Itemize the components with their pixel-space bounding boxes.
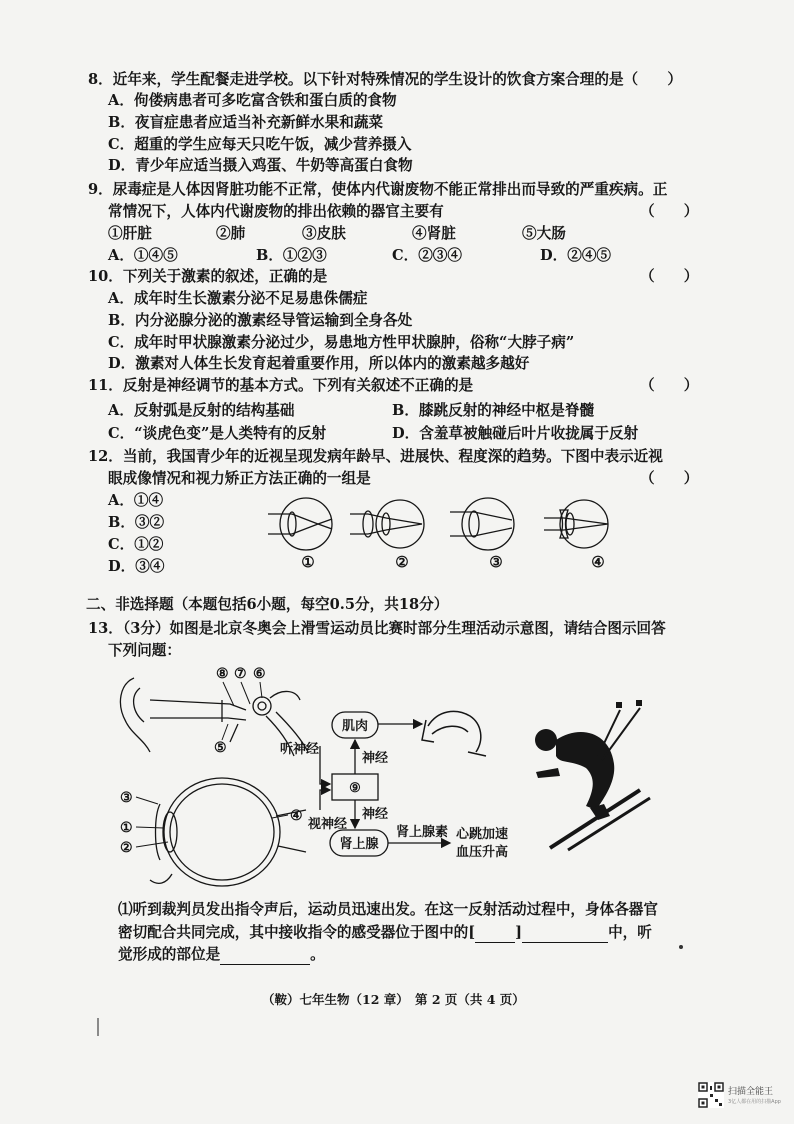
q11-option-a: A．反射弧是反射的结构基础	[108, 402, 295, 419]
q11-option-c: C．“谈虎色变”是人类特有的反射	[108, 425, 327, 442]
q12-option-c: C．①②	[108, 536, 164, 553]
q13-stem-line2: 下列问题：	[108, 642, 181, 659]
nerve-center-label: ⑨	[349, 781, 361, 796]
q11-answer-paren: （ ）	[640, 377, 699, 394]
q13-hearing-center-blank[interactable]	[220, 944, 310, 965]
q12-answer-paren: （ ）	[640, 470, 699, 487]
eyeball-drawing	[150, 778, 306, 886]
q9-option-a: A．①④⑤	[108, 247, 178, 264]
scan-artifact	[94, 1018, 102, 1038]
q8-option-c: C．超重的学生应每天只吃午饭，减少营养摄入	[108, 136, 412, 153]
auditory-nerve-label: 听神经	[280, 742, 320, 757]
q9-answer-paren: （ ）	[640, 203, 699, 220]
q9-option-b: B．①②③	[256, 247, 327, 264]
eye-diagram-2	[350, 500, 424, 548]
eye-diagram-1	[268, 498, 332, 550]
q9-organ-2: ②肺	[216, 225, 246, 242]
ear-label-7: ⑦	[234, 666, 247, 682]
q9-organ-4: ④肾脏	[412, 225, 456, 242]
q13-sub1-text-d: 觉形成的部位是	[118, 946, 221, 963]
q8-option-d: D．青少年应适当摄入鸡蛋、牛奶等高蛋白食物	[108, 157, 413, 174]
q8-option-b: B．夜盲症患者应适当补充新鲜水果和蔬菜	[108, 114, 384, 131]
q13-receptor-number-blank[interactable]	[475, 922, 515, 943]
q13-sub1-line2	[118, 922, 652, 943]
figure-label-4: ④	[591, 553, 605, 571]
q10-option-c: C．成年时甲状腺激素分泌过少，易患地方性甲状腺肿，俗称“大脖子病”	[108, 334, 575, 351]
q13-sub1-text-c: 中，听	[608, 924, 652, 941]
q10-stem: 10．下列关于激素的叙述，正确的是	[88, 268, 328, 285]
q13-reflex-diagram	[110, 660, 670, 896]
section-2-heading: 二、非选择题（本题包括6小题，每空0.5分，共18分）	[86, 596, 449, 613]
q13-sub1-text-b: ]	[515, 924, 523, 941]
q11-option-d: D．含羞草被触碰后叶片收拢属于反射	[392, 425, 639, 442]
q10-option-d: D．激素对人体生长发育起着重要作用，所以体内的激素越多越好	[108, 355, 530, 372]
q11-stem: 11．反射是神经调节的基本方式。下列有关叙述不正确的是	[88, 377, 474, 394]
ear-label-8: ⑧	[216, 666, 229, 682]
nerve-label-2: 神经	[362, 807, 389, 822]
q10-option-b: B．内分泌腺分泌的激素经导管运输到全身各处	[108, 312, 413, 329]
q10-answer-paren: （ ）	[640, 268, 699, 285]
q9-organ-3: ③皮肤	[302, 225, 346, 242]
q12-stem-line1: 12．当前，我国青少年的近视呈现发病年龄早、进展快、程度深的趋势。下图中表示近视	[88, 448, 663, 465]
eye-diagram-3	[450, 498, 514, 550]
figure-label-3: ③	[489, 553, 503, 571]
ear-label-5: ⑤	[214, 740, 227, 756]
scan-artifact-dot	[678, 944, 684, 950]
eye-label-1: ①	[120, 820, 133, 836]
q12-eye-lens-figure	[262, 494, 622, 572]
q12-option-a: A．①④	[108, 492, 164, 509]
page-footer: （鞍）七年生物（12 章） 第 2 页（共 4 页）	[262, 992, 525, 1007]
q9-stem-line2: 常情况下，人体内代谢废物的排出依赖的器官主要有	[108, 203, 444, 220]
scanner-watermark	[728, 1084, 781, 1105]
eye-diagram-4	[544, 500, 608, 548]
q13-sub1-line1: ⑴听到裁判员发出指令声后，运动员迅速出发。在这一反射活动过程中，身体各器官	[118, 901, 658, 918]
q12-option-b: B．③②	[108, 514, 165, 531]
eye-label-3: ③	[120, 790, 133, 806]
adrenal-label: 肾上腺	[339, 837, 379, 852]
optic-nerve-label: 视神经	[308, 817, 348, 832]
q9-stem-line1: 9．尿毒症是人体因肾脏功能不正常，使体内代谢废物不能正常排出而导致的严重疾病。正	[88, 181, 668, 198]
effect-heartbeat-label: 心跳加速	[456, 827, 509, 842]
effect-blood-pressure-label: 血压升高	[456, 845, 509, 860]
q8-option-a: A．佝偻病患者可多吃富含铁和蛋白质的食物	[108, 92, 397, 109]
q8-stem: 8．近年来，学生配餐走进学校。以下针对特殊情况的学生设计的饮食方案合理的是（ ）	[88, 71, 682, 88]
q13-sub1-text-e: 。	[310, 946, 325, 963]
q9-organ-5: ⑤大肠	[522, 225, 566, 242]
q13-sub1-line3	[118, 944, 325, 965]
eye-label-4: ④	[290, 808, 303, 824]
qr-code-icon	[698, 1082, 724, 1108]
hormone-label: 肾上腺素	[396, 825, 449, 840]
q12-option-d: D．③④	[108, 558, 165, 575]
figure-label-2: ②	[395, 553, 409, 571]
arm-muscle-drawing	[422, 711, 486, 756]
nerve-label-1: 神经	[362, 751, 389, 766]
eye-label-2: ②	[120, 840, 133, 856]
figure-label-1: ①	[301, 553, 315, 571]
q12-stem-line2: 眼成像情况和视力矫正方法正确的一组是	[108, 470, 371, 487]
q10-option-a: A．成年时生长激素分泌不足易患侏儒症	[108, 290, 368, 307]
q11-option-b: B．膝跳反射的神经中枢是脊髓	[392, 402, 595, 419]
q9-organ-1: ①肝脏	[108, 225, 152, 242]
q13-sub1-text-a: 密切配合共同完成，其中接收指令的感受器位于图中的[	[118, 924, 476, 941]
skier-illustration	[535, 700, 650, 850]
muscle-label: 肌肉	[341, 719, 369, 734]
q9-option-d: D．②④⑤	[540, 247, 612, 264]
scanner-brand-label: 扫描全能王	[728, 1087, 774, 1097]
q9-option-c: C．②③④	[392, 247, 462, 264]
q13-stem-line1: 13．（3分）如图是北京冬奥会上滑雪运动员比赛时部分生理活动示意图，请结合图示回答	[88, 620, 666, 637]
q13-receptor-name-blank[interactable]	[522, 922, 608, 943]
scanner-tagline: 3亿人都在用的扫描App	[728, 1099, 781, 1105]
ear-label-6: ⑥	[253, 666, 266, 682]
